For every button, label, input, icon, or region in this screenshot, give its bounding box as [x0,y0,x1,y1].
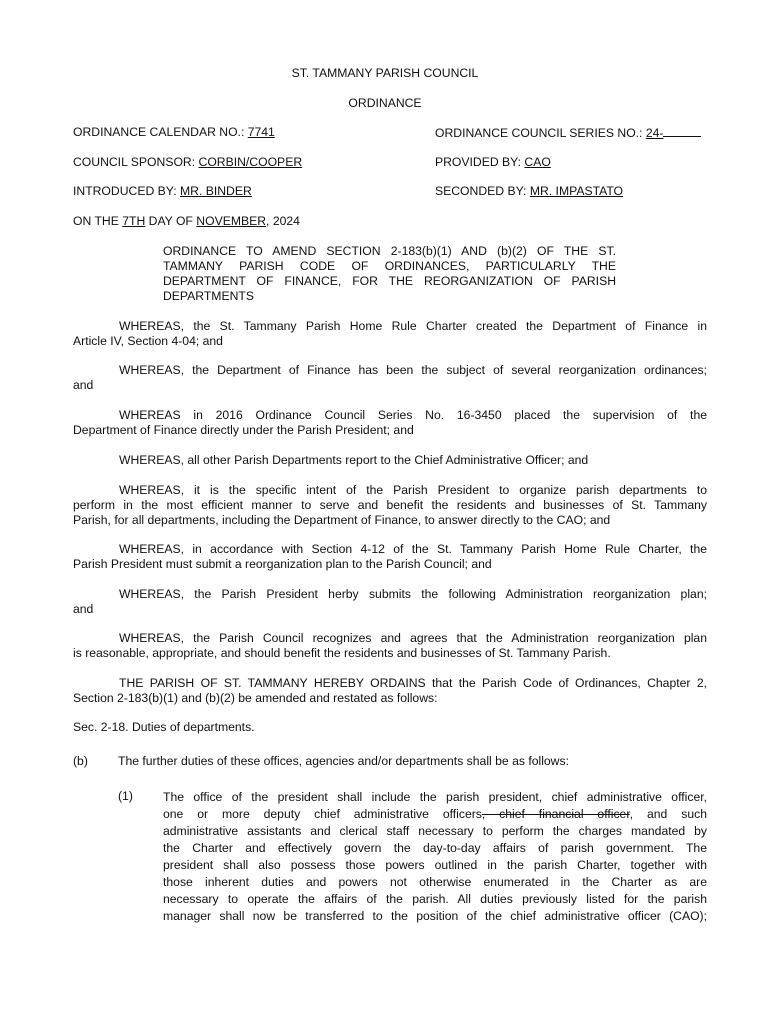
paragraph-line: and [73,378,94,392]
paragraph-line: perform in the most efficient manner to serve and benefit the residents and businesses of St. Tammany [73,498,707,512]
paragraph-first-line: WHEREAS, the Department of Finance has been the subject of several reorganization ordinances; [119,363,707,377]
sponsor-label: COUNCIL SPONSOR: [73,155,196,169]
item-1-line-amended [163,806,707,823]
item-1-line: manager shall now be transferred to the position of the chief administrative officer (CAO); [163,909,707,923]
item-1-line: necessary to operate the affairs of the parish. All duties previously listed for the parish [163,892,707,906]
introduced-by-field [73,184,252,199]
date-month: NOVEMBER [196,214,267,228]
paragraph-line: Parish, for all departments, including the Department of Finance, to answer directly to the CAO; and [73,513,611,527]
item-1-line: administrative assistants and clerical staff necessary to perform the charges mandated by [163,824,707,838]
item-1-marker: (1) [118,789,133,803]
whereas-paragraph [73,319,707,349]
title-line: TAMMANY PARISH CODE OF ORDINANCES, PARTICULARLY THE [163,259,616,273]
whereas-paragraph [73,631,707,661]
paragraph-line: Parish President must submit a reorganization plan to the Parish Council; and [73,557,492,571]
paragraph-first-line: WHEREAS, the Parish President herby submits the following Administration reorganization plan; [119,587,707,601]
paragraph-first-line: WHEREAS, the Parish Council recognizes and agrees that the Administration reorganization plan [119,631,707,645]
item-b-marker: (b) [73,754,88,768]
date-line [73,214,300,229]
whereas-paragraph [73,542,707,572]
calendar-number: 7741 [247,125,275,139]
whereas-paragraph [73,587,707,617]
date-suffix: , 2024 [266,214,300,228]
series-number: 24- [646,126,702,140]
item-b-text: The further duties of these offices, agencies and/or departments shall be as follows: [118,754,569,768]
whereas-paragraph [73,453,707,468]
sponsor-field [73,155,302,170]
item-1-text: one or more deputy chief administrative officers [163,807,482,821]
sponsor-value: CORBIN/COOPER [198,155,303,169]
document-type-heading: ORDINANCE [348,96,422,110]
date-prefix: ON THE [73,214,123,228]
ordinance-title [163,244,616,304]
seconded-label: SECONDED BY: [435,184,527,198]
item-1-line: those inherent duties and powers not otherwise enumerated in the Charter as are [163,875,707,889]
ordains-paragraph [73,676,707,706]
paragraph-line: Department of Finance directly under the Parish President; and [73,423,414,437]
item-1-body [163,789,707,925]
whereas-paragraph [73,363,707,393]
date-day: 7TH [122,214,146,228]
struck-text: , chief financial officer [481,807,630,821]
paragraph-line: and [73,602,94,616]
seconded-value: MR. IMPASTATO [529,184,624,198]
calendar-number-field [73,125,275,140]
item-1-line: president shall also possess those powers outlined in the parish Charter, together with [163,858,707,872]
title-line: DEPARTMENT OF FINANCE, FOR THE REORGANIZATION OF PARISH [163,274,616,288]
council-heading: ST. TAMMANY PARISH COUNCIL [291,66,479,80]
paragraph-line: Article IV, Section 4-04; and [73,334,223,348]
introduced-value: MR. BINDER [180,184,252,198]
series-label: ORDINANCE COUNCIL SERIES NO.: [435,126,643,140]
item-1-text: , and such [629,807,707,821]
provided-value: CAO [524,155,551,169]
title-line: DEPARTMENTS [163,289,254,303]
introduced-label: INTRODUCED BY: [73,184,177,198]
provided-label: PROVIDED BY: [435,155,522,169]
paragraph-first-line: WHEREAS, all other Parish Departments report to the Chief Administrative Officer; and [119,453,589,467]
paragraph-first-line: WHEREAS in 2016 Ordinance Council Series No. 16-3450 placed the supervision of the [119,408,707,422]
paragraph-first-line: THE PARISH OF ST. TAMMANY HEREBY ORDAINS that the Parish Code of Ordinances, Chapter 2, [119,676,707,690]
seconded-by-field [435,184,623,199]
provided-by-field [435,155,551,170]
paragraph-first-line: WHEREAS, it is the specific intent of the Parish President to organize parish departments to [119,483,707,497]
calendar-label: ORDINANCE CALENDAR NO.: [73,125,245,139]
paragraph-line: Section 2-183(b)(1) and (b)(2) be amended and restated as follows: [73,691,438,705]
series-number-field [435,125,701,141]
title-line: ORDINANCE TO AMEND SECTION 2-183(b)(1) AND (b)(2) OF THE ST. [163,244,616,258]
paragraph-line: is reasonable, appropriate, and should benefit the residents and businesses of St. Tammany Parish. [73,646,611,660]
item-1-line: the Charter and effectively govern the day-to-day affairs of parish government. The [163,841,707,855]
whereas-paragraph [73,483,707,528]
date-mid: DAY OF [145,214,197,228]
paragraph-first-line: WHEREAS, the St. Tammany Parish Home Rule Charter created the Department of Finance in [119,319,707,333]
paragraph-first-line: WHEREAS, in accordance with Section 4-12 of the St. Tammany Parish Home Rule Charter, the [119,542,707,556]
section-heading: Sec. 2-18. Duties of departments. [73,720,255,734]
whereas-paragraph [73,408,707,438]
item-1-line: The office of the president shall include the parish president, chief administrative officer, [163,790,707,804]
